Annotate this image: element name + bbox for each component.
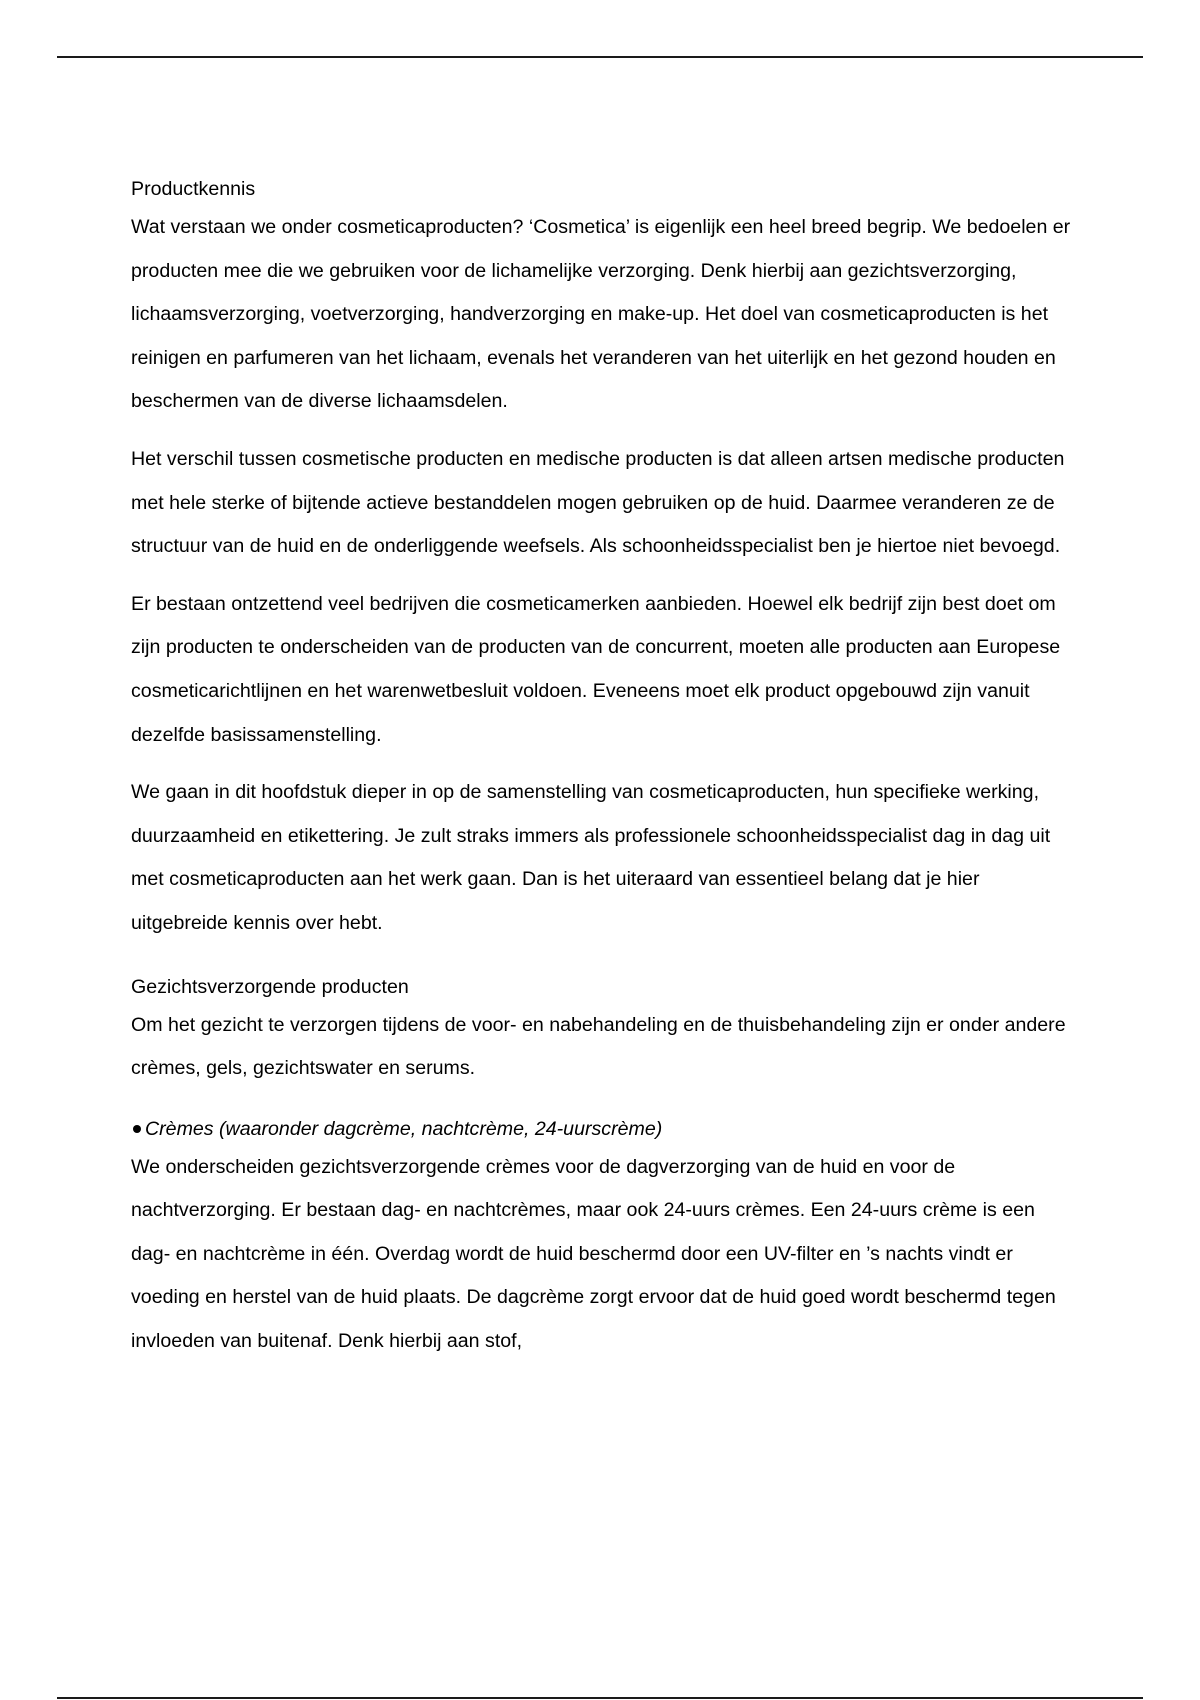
paragraph: Om het gezicht te verzorgen tijdens de voor- en nabehandeling en de thuisbehandeling zijn er onder andere crèmes, gels, gezichtswater en serums. [131, 1013, 1066, 1080]
paragraph: We onderscheiden gezichtsverzorgende crèmes voor de dagverzorging van de huid en voor de nachtverzorging. Er bestaan dag- en nachtcrèmes, maar ook 24-uurs crèmes. Een 24-uurs crème is een dag- en nachtcrème in één. Overdag wordt de huid beschermd door een UV-filter en ’s nachts vindt er voeding en herstel van de huid plaats. De dagcrème zorgt ervoor dat de huid goed wordt beschermd tegen invloeden van buitenaf. Denk hierbij aan stof, [131, 1155, 1056, 1353]
bullet-item [131, 1112, 1071, 1146]
section-title-productkennis: Productkennis [131, 178, 256, 200]
footer-rule [57, 1697, 1143, 1699]
header-rule [57, 56, 1143, 58]
document-body [131, 172, 1071, 1364]
bullet-icon [133, 1125, 141, 1133]
paragraph: Het verschil tussen cosmetische producten en medische producten is dat alleen artsen medische producten met hele sterke of bijtende actieve bestanddelen mogen gebruiken op de huid. Daarmee veranderen ze de structuur van de huid en de onderliggende weefsels. Als schoonheidsspecialist ben je hiertoe niet bevoegd. [131, 447, 1065, 558]
bullet-title: Crèmes (waaronder dagcrème, nachtcrème, 24-uurscrème) [145, 1117, 663, 1140]
paragraph: Wat verstaan we onder cosmeticaproducten? ‘Cosmetica’ is eigenlijk een heel breed begrip. We bedoelen er producten mee die we gebruiken voor de lichamelijke verzorging. Denk hierbij aan gezichtsverzorging, lichaamsverzorging, voetverzorging, handverzorging en make-up. Het doel van cosmeticaproducten is het reinigen en parfumeren van het lichaam, evenals het veranderen van het uiterlijk en het gezond houden en beschermen van de diverse lichaamsdelen. [131, 216, 1071, 413]
paragraph: We gaan in dit hoofdstuk dieper in op de samenstelling van cosmeticaproducten, hun specifieke werking, duurzaamheid en etikettering. Je zult straks immers als professionele schoonheidsspecialist dag in dag uit met cosmeticaproducten aan het werk gaan. Dan is het uiteraard van essentieel belang dat je hier uitgebreide kennis over hebt. [131, 781, 1051, 934]
paragraph: Er bestaan ontzettend veel bedrijven die cosmeticamerken aanbieden. Hoewel elk bedrijf zijn best doet om zijn producten te onderscheiden van de producten van de concurrent, moeten alle producten aan Europese cosmeticarichtlijnen en het warenwetbesluit voldoen. Eveneens moet elk product opgebouwd zijn vanuit dezelfde basissamenstelling. [131, 592, 1061, 746]
section-title-gezichtsverzorgende-producten: Gezichtsverzorgende producten [131, 975, 409, 998]
